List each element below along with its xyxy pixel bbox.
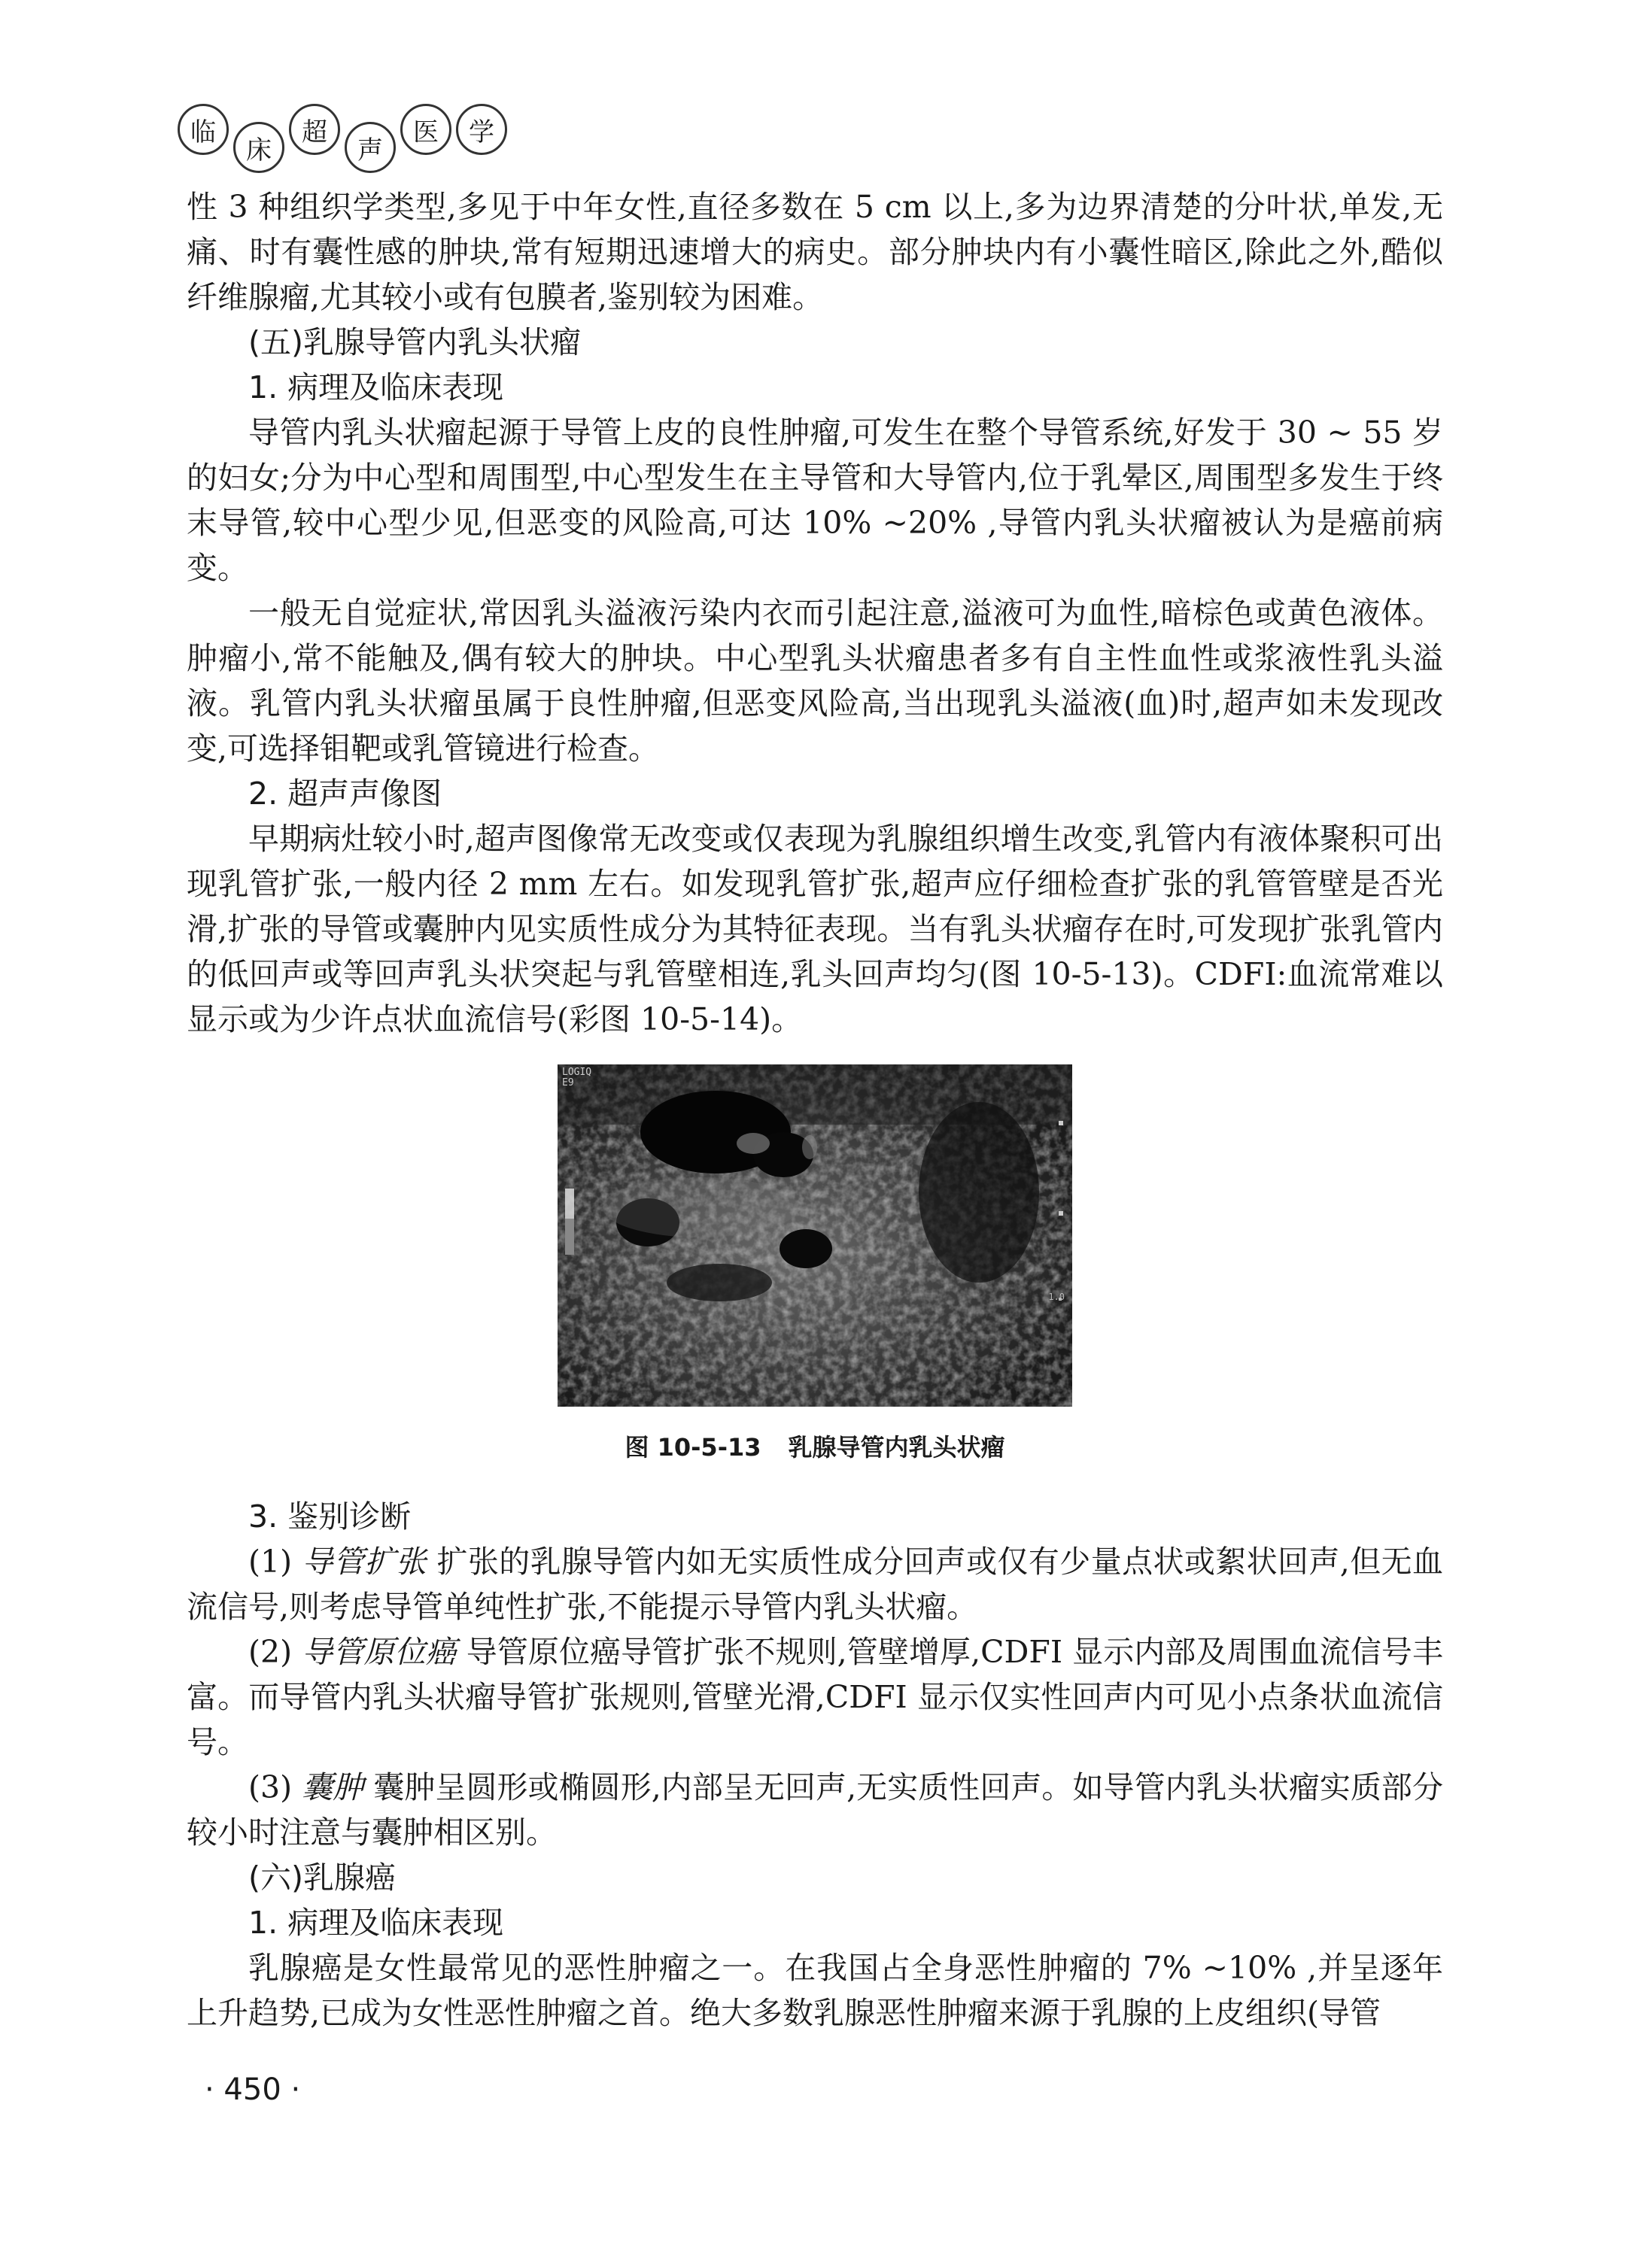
section-heading-6: (六)乳腺癌 xyxy=(248,1860,396,1896)
figure-caption xyxy=(187,1432,1443,1462)
section-heading-5: (五)乳腺导管内乳头状瘤 xyxy=(248,324,581,360)
subheading-cancer-pathology: 1. 病理及临床表现 xyxy=(248,1905,504,1941)
header-char-4: 声 xyxy=(345,122,396,173)
running-header xyxy=(178,104,512,173)
ultrasound-image xyxy=(558,1064,1072,1407)
paragraph-ultrasound: 早期病灶较小时,超声图像常无改变或仅表现为乳腺组织增生改变,乳管内有液体聚积可出现乳管扩张,一般内径 2 mm 左右。如发现乳管扩张,超声应仔细检查扩张的乳管管壁是否光滑,扩张的导管或囊肿内见实质性成分为其特征表现。当有乳头状瘤存在时,可发现扩张乳管内的低回声或等回声乳头状突起与乳管壁相连,乳头回声均匀(图 10-5-13)。CDFI:血流常难以显示或为少许点状血流信号(彩图 10-5-14)。 xyxy=(187,821,1443,1037)
paragraph-diff-2: (2) 导管原位癌 导管原位癌导管扩张不规则,管壁增厚,CDFI 显示内部及周围血流信号丰富。而导管内乳头状瘤导管扩张规则,管壁光滑,CDFI 显示仅实性回声内可见小点条状血流信号。 xyxy=(187,1634,1444,1760)
subheading-ultrasound: 2. 超声声像图 xyxy=(248,776,442,812)
ultrasound-graphic xyxy=(558,1064,1072,1407)
paragraph-continuation: 性 3 种组织学类型,多见于中年女性,直径多数在 5 cm 以上,多为边界清楚的分叶状,单发,无痛、时有囊性感的肿块,常有短期迅速增大的病史。部分肿块内有小囊性暗区,除此之外,酷似纤维腺瘤,尤其较小或有包膜者,鉴别较为困难。 xyxy=(187,189,1443,315)
figure-number: 图 10-5-13 xyxy=(625,1433,761,1462)
subheading-differential: 3. 鉴别诊断 xyxy=(248,1498,412,1535)
paragraph-pathology: 导管内乳头状瘤起源于导管上皮的良性肿瘤,可发生在整个导管系统,好发于 30 ~ 55 岁的妇女;分为中心型和周围型,中心型发生在主导管和大导管内,位于乳晕区,周围型多发生于终末导管,较中心型少见,但恶变的风险高,可达 10% ~20% ,导管内乳头状瘤被认为是癌前病变。 xyxy=(187,414,1443,586)
paragraph-cancer: 乳腺癌是女性最常见的恶性肿瘤之一。在我国占全身恶性肿瘤的 7% ~10% ,并呈逐年上升趋势,已成为女性恶性肿瘤之首。绝大多数乳腺恶性肿瘤来源于乳腺的上皮组织(导管 xyxy=(187,1950,1443,2031)
header-char-5: 医 xyxy=(400,104,451,155)
paragraph-symptoms: 一般无自觉症状,常因乳头溢液污染内衣而引起注意,溢液可为血性,暗棕色或黄色液体。肿瘤小,常不能触及,偶有较大的肿块。中心型乳头状瘤患者多有自主性血性或浆液性乳头溢液。乳管内乳头状瘤虽属于良性肿瘤,但恶变风险高,当出现乳头溢液(血)时,超声如未发现改变,可选择钼靶或乳管镜进行检查。 xyxy=(187,595,1443,767)
depth-marker: 1.0 xyxy=(1048,1292,1065,1302)
figure-title: 乳腺导管内乳头状瘤 xyxy=(788,1433,1005,1462)
page-number: · 450 · xyxy=(205,2072,301,2107)
header-char-6: 学 xyxy=(456,104,507,155)
subheading-pathology: 1. 病理及临床表现 xyxy=(248,369,504,405)
header-char-3: 超 xyxy=(289,104,340,155)
device-label: LOGIQ E9 xyxy=(562,1067,592,1088)
figure xyxy=(187,1064,1443,1407)
page-body xyxy=(187,184,1443,2036)
header-char-2: 床 xyxy=(233,122,284,173)
paragraph-diff-3: (3) 囊肿 囊肿呈圆形或椭圆形,内部呈无回声,无实质性回声。如导管内乳头状瘤实质部分较小时注意与囊肿相区别。 xyxy=(187,1769,1443,1851)
header-char-1: 临 xyxy=(178,104,229,155)
term-dcis: 导管原位癌 xyxy=(302,1634,457,1670)
paragraph-diff-1: (1) 导管扩张 扩张的乳腺导管内如无实质性成分回声或仅有少量点状或絮状回声,但无血流信号,则考虑导管单纯性扩张,不能提示导管内乳头状瘤。 xyxy=(187,1544,1444,1625)
term-duct-dilation: 导管扩张 xyxy=(302,1544,427,1580)
term-cyst: 囊肿 xyxy=(302,1769,364,1805)
